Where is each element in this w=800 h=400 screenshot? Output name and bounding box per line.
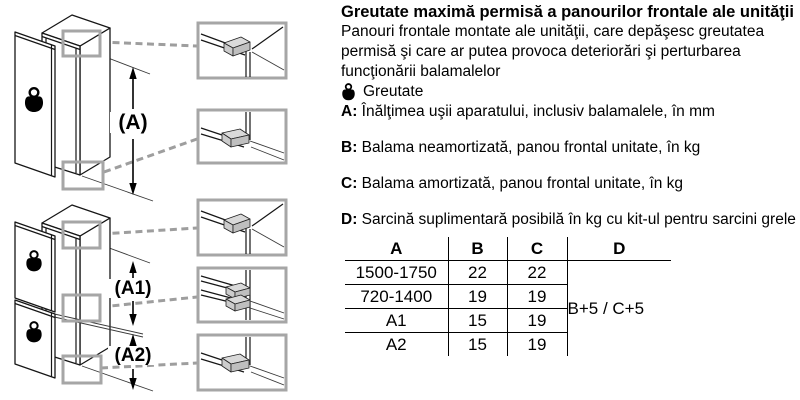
dashed-callout-line — [101, 42, 197, 368]
hinge-detail-box-bottom — [198, 110, 286, 163]
hinge-detail-box-top — [198, 23, 286, 78]
definition-b-text: Balama neamortizată, panou frontal unitate, în kg — [361, 139, 701, 156]
cell-a1-label: A1 — [345, 309, 448, 333]
definition-d-text: Sarcină suplimentară posibilă în kg cu kit-ul pentru sarcini grele — [361, 211, 796, 228]
definition-a-key: A: — [341, 103, 358, 120]
col-header-b: B — [448, 237, 507, 261]
weight-legend-label: Greutate — [363, 83, 424, 100]
cell-c4: 19 — [507, 333, 567, 357]
definition-d — [341, 210, 797, 230]
hinge-detail-box-middle — [198, 268, 286, 322]
cell-a2-label: A2 — [345, 333, 448, 357]
dim-label-a: (A) — [110, 112, 156, 133]
table-row — [345, 261, 671, 285]
definition-b — [341, 138, 797, 158]
cell-b4: 15 — [448, 333, 507, 357]
cell-b2: 19 — [448, 285, 507, 309]
definition-a — [341, 102, 797, 122]
cell-b3: 15 — [448, 309, 507, 333]
cell-c3: 19 — [507, 309, 567, 333]
dim-label-a1: (A1) — [108, 279, 158, 298]
page-title: Greutate maximă permisă a panourilor frontale ale unităţii — [341, 3, 794, 21]
weight-legend — [341, 82, 797, 102]
col-header-a: A — [345, 237, 448, 261]
dim-label-a2: (A2) — [108, 346, 158, 365]
fridge-single-diagram — [15, 15, 153, 201]
col-header-c: C — [507, 237, 567, 261]
cell-c1: 22 — [507, 261, 567, 285]
definition-c — [341, 174, 797, 194]
definition-c-text: Balama amortizată, panou frontal unitate, în kg — [361, 175, 684, 192]
definition-d-key: D: — [341, 211, 358, 228]
cell-c2: 19 — [507, 285, 567, 309]
col-header-d: D — [567, 237, 671, 261]
intro-paragraph: Panouri frontale montate ale unităţii, care depăşesc greutatea permisă şi care ar putea provoca deteriorări şi perturbarea funcţionării balamalelor — [341, 23, 765, 80]
fridge-diagrams-svg — [0, 0, 340, 400]
table-header-row — [345, 237, 671, 261]
cell-a-range2: 720-1400 — [345, 285, 448, 309]
diagrams-panel — [0, 0, 340, 400]
definition-a-text: Înălţimea uşii aparatului, inclusiv balamalele, în mm — [361, 103, 715, 120]
cell-b1: 22 — [448, 261, 507, 285]
cell-d-span: B+5 / C+5 — [567, 298, 645, 318]
definition-c-key: C: — [341, 175, 358, 192]
weight-spec-table — [345, 237, 671, 356]
hinge-detail-box-bottom2 — [198, 335, 286, 390]
hinge-detail-box-top2 — [198, 200, 286, 255]
definition-b-key: B: — [341, 139, 358, 156]
kettlebell-icon — [341, 83, 356, 101]
cell-a-range1: 1500-1750 — [345, 261, 448, 285]
text-panel — [341, 0, 797, 356]
